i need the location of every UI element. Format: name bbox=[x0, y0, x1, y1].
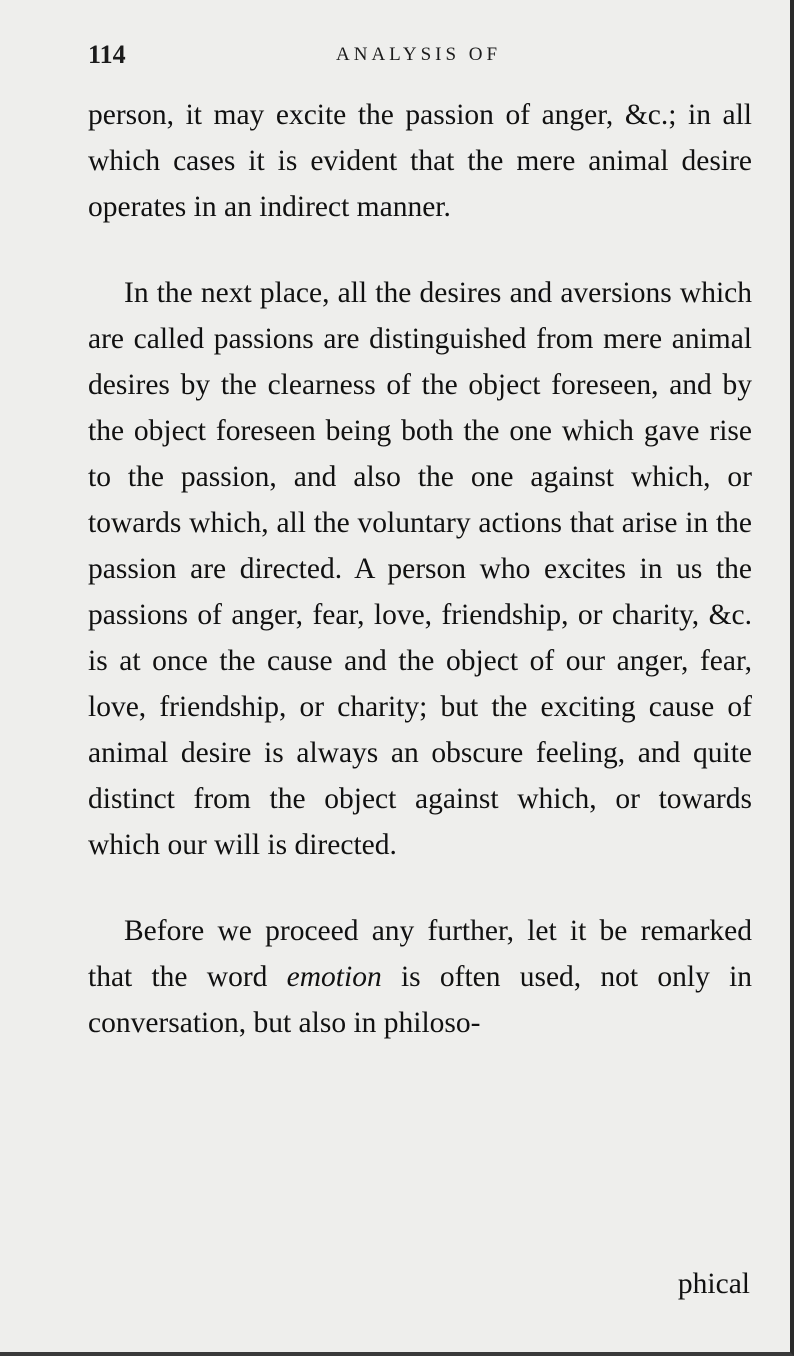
page-header bbox=[88, 38, 748, 68]
paragraph-1: person, it may excite the passion of anger, &c.; in all which cases it is evident that the mere animal desire operates in an indirect manner. bbox=[88, 99, 752, 223]
body-text bbox=[88, 92, 752, 1046]
page-number: 114 bbox=[88, 40, 126, 69]
paragraph-3-start: Before we proceed any further, let it be remarked that the word bbox=[88, 915, 752, 993]
running-head: ANALYSIS OF bbox=[336, 44, 502, 65]
paragraph-2: In the next place, all the desires and aversions which are called passions are distinguished from mere animal desires by the clearness of the object foreseen, and by the object foreseen being both the one which gave rise to the passion, and also the one against which, or towards which, all the voluntary actions that arise in the passion are directed. A person who excites in us the passions of anger, fear, love, friendship, or charity, &c. is at once the cause and the object of our anger, fear, love, friendship, or charity; but the exciting cause of animal desire is always an obscure feeling, and quite distinct from the object against which, or towards which our will is directed. bbox=[88, 277, 752, 861]
paragraph-3-end: is often used, not only in conversation, but also in philoso- bbox=[88, 961, 753, 1039]
emphasized-word: emotion bbox=[286, 961, 382, 993]
catchword: phical bbox=[677, 1268, 750, 1300]
paragraph-3 bbox=[88, 908, 752, 1046]
